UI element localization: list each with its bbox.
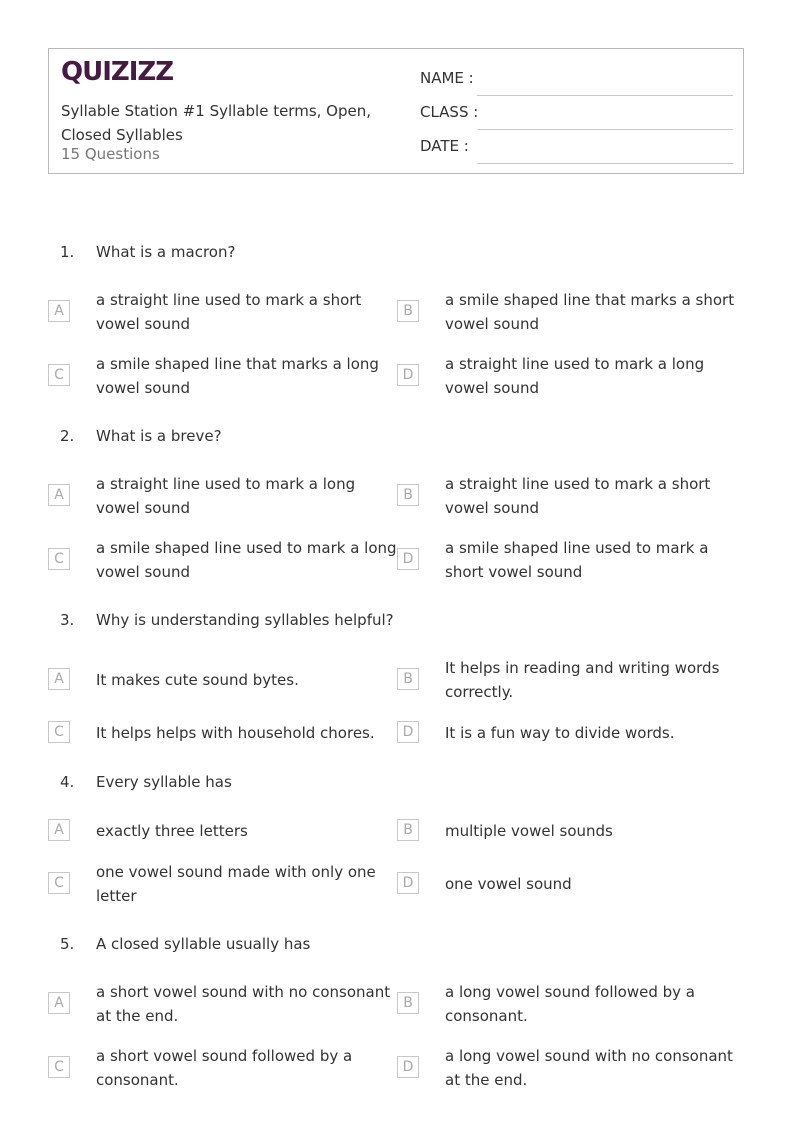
option-letter-box: C <box>48 548 70 570</box>
option-text: It helps in reading and writing words correctly. <box>445 659 720 701</box>
option-text: multiple vowel sounds <box>445 822 613 840</box>
option-letter-box: A <box>48 300 70 322</box>
option-text: one vowel sound <box>445 875 572 893</box>
option-text: a smile shaped line used to mark a short vowel sound <box>445 539 709 581</box>
option-letter-box: D <box>397 872 419 894</box>
option-letter-box: B <box>397 992 419 1014</box>
option-text: It makes cute sound bytes. <box>96 671 299 689</box>
date-label: DATE : <box>420 137 469 155</box>
option-letter-box: D <box>397 548 419 570</box>
option-letter-box: B <box>397 819 419 841</box>
class-field <box>420 100 733 124</box>
option-letter-box: A <box>48 819 70 841</box>
question-text: Why is understanding syllables helpful? <box>96 611 394 629</box>
option-letter-box: A <box>48 992 70 1014</box>
option-text: It helps helps with household chores. <box>96 724 375 742</box>
question-number: 1. <box>60 243 75 261</box>
question-number: 2. <box>60 427 75 445</box>
date-field <box>420 134 733 158</box>
question-number: 3. <box>60 611 75 629</box>
option-text: a smile shaped line that marks a long vowel sound <box>96 355 379 397</box>
option-text: a straight line used to mark a long vowel sound <box>96 475 356 517</box>
option-text: a smile shaped line that marks a short vowel sound <box>445 291 735 333</box>
option-text: a long vowel sound followed by a consonant. <box>445 983 695 1025</box>
option-text: a short vowel sound followed by a consonant. <box>96 1047 353 1089</box>
worksheet-header <box>48 48 744 174</box>
name-field <box>420 66 733 90</box>
option-text: a straight line used to mark a short vowel sound <box>96 291 362 333</box>
date-line[interactable] <box>477 163 733 164</box>
option-text: one vowel sound made with only one letter <box>96 863 376 905</box>
question-text: What is a macron? <box>96 243 236 261</box>
option-text: a smile shaped line used to mark a long vowel sound <box>96 539 397 581</box>
class-line[interactable] <box>477 129 733 130</box>
option-text: a straight line used to mark a short vowel sound <box>445 475 711 517</box>
question-text: Every syllable has <box>96 773 232 791</box>
question-count: 15 Questions <box>61 145 160 163</box>
name-line[interactable] <box>477 95 733 96</box>
option-text: a long vowel sound with no consonant at the end. <box>445 1047 733 1089</box>
option-letter-box: A <box>48 668 70 690</box>
question-text: What is a breve? <box>96 427 222 445</box>
option-letter-box: A <box>48 484 70 506</box>
question-number: 5. <box>60 935 75 953</box>
option-text: It is a fun way to divide words. <box>445 724 675 742</box>
option-letter-box: C <box>48 364 70 386</box>
worksheet-title: Syllable Station #1 Syllable terms, Open, Closed Syllables <box>61 102 372 144</box>
option-letter-box: B <box>397 300 419 322</box>
class-label: CLASS : <box>420 103 479 121</box>
name-label: NAME : <box>420 69 474 87</box>
option-text: exactly three letters <box>96 822 248 840</box>
option-letter-box: C <box>48 1056 70 1078</box>
question-text: A closed syllable usually has <box>96 935 311 953</box>
option-text: a short vowel sound with no consonant at the end. <box>96 983 391 1025</box>
option-letter-box: C <box>48 872 70 894</box>
option-letter-box: C <box>48 721 70 743</box>
option-letter-box: B <box>397 484 419 506</box>
question-number: 4. <box>60 773 75 791</box>
option-text: a straight line used to mark a long vowel sound <box>445 355 705 397</box>
option-letter-box: D <box>397 721 419 743</box>
option-letter-box: B <box>397 668 419 690</box>
quizizz-logo: QUIZIZZ <box>61 57 174 87</box>
option-letter-box: D <box>397 364 419 386</box>
option-letter-box: D <box>397 1056 419 1078</box>
